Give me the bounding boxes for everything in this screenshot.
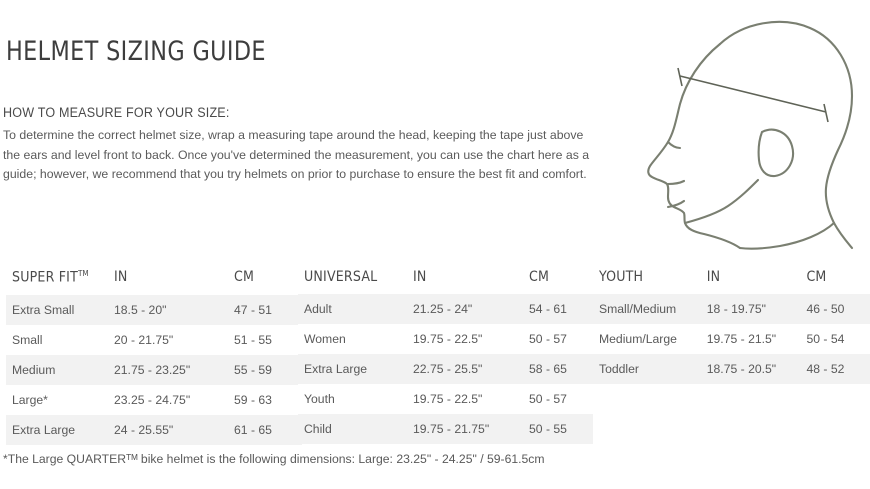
cell-cm: 51 - 55 [228, 325, 302, 355]
cell-size: Large* [6, 385, 108, 415]
cell-size: Extra Large [6, 415, 108, 445]
table-row [298, 414, 593, 444]
cell-in: 24 - 25.55" [108, 415, 228, 445]
youth-table [593, 266, 870, 384]
cell-in: 22.75 - 25.5" [407, 354, 523, 384]
cell-size: Women [298, 324, 407, 354]
table-row [6, 325, 302, 355]
table-youth [593, 266, 870, 384]
cell-size: Medium [6, 355, 108, 385]
cell-in: 18.75 - 20.5" [701, 354, 801, 384]
cell-in: 19.75 - 21.75" [407, 414, 523, 444]
table-header-row [298, 266, 593, 294]
table-row [6, 385, 302, 415]
cell-cm: 47 - 51 [228, 295, 302, 325]
table-row [298, 324, 593, 354]
cell-in: 18.5 - 20" [108, 295, 228, 325]
column-header-cm: CM [234, 269, 255, 286]
cell-cm: 54 - 61 [523, 294, 593, 324]
cell-size: Child [298, 414, 407, 444]
table-header-row [593, 266, 870, 294]
cell-in: 21.75 - 23.25" [108, 355, 228, 385]
cell-cm: 55 - 59 [228, 355, 302, 385]
column-header-size: UNIVERSAL [304, 269, 378, 285]
how-to-measure-heading: HOW TO MEASURE FOR YOUR SIZE: [3, 105, 230, 120]
how-to-measure-body: To determine the correct helmet size, wrap a measuring tape around the head, keeping the tape just above the ears and level front to back. Once you've determined the measurement, you can use the chart here as a guide; however, we recommend that you try helmets on prior to purchase to ensure the best fit and comfort. [3, 128, 590, 181]
table-row [6, 415, 302, 445]
cell-cm: 50 - 54 [800, 324, 870, 354]
table-row [298, 354, 593, 384]
table-row [298, 294, 593, 324]
cell-cm: 59 - 63 [228, 385, 302, 415]
cell-in: 19.75 - 22.5" [407, 324, 523, 354]
cell-size: Youth [298, 384, 407, 414]
table-row [593, 354, 870, 384]
cell-cm: 50 - 55 [523, 414, 593, 444]
cell-cm: 50 - 57 [523, 324, 593, 354]
cell-in: 20 - 21.75" [108, 325, 228, 355]
cell-in: 19.75 - 21.5" [701, 324, 801, 354]
cell-size: Medium/Large [593, 324, 701, 354]
cell-cm: 48 - 52 [800, 354, 870, 384]
cell-cm: 50 - 57 [523, 384, 593, 414]
cell-cm: 61 - 65 [228, 415, 302, 445]
table-row [298, 384, 593, 414]
column-header-in: IN [413, 269, 427, 285]
column-header-cm: CM [529, 269, 550, 285]
footnote: *The Large QUARTERᵀᴹ bike helmet is the following dimensions: Large: 23.25" - 24.25" / 59-61.5cm [3, 452, 545, 466]
cell-size: Adult [298, 294, 407, 324]
head-profile-with-measuring-tape-icon [612, 8, 864, 258]
table-row [593, 294, 870, 324]
head-profile-illustration [612, 8, 864, 258]
cell-in: 19.75 - 22.5" [407, 384, 523, 414]
cell-size: Toddler [593, 354, 701, 384]
cell-in: 21.25 - 24" [407, 294, 523, 324]
cell-size: Extra Large [298, 354, 407, 384]
trademark-mark: TM [77, 269, 89, 278]
column-header-in: IN [114, 269, 128, 286]
cell-in: 23.25 - 24.75" [108, 385, 228, 415]
cell-cm: 46 - 50 [800, 294, 870, 324]
column-header-cm: CM [806, 269, 827, 285]
super-fit-table [6, 266, 302, 445]
table-row [593, 324, 870, 354]
table-super-fit [6, 266, 302, 445]
table-header-row [6, 266, 302, 295]
cell-cm: 58 - 65 [523, 354, 593, 384]
cell-size: Extra Small [6, 295, 108, 325]
cell-in: 18 - 19.75" [701, 294, 801, 324]
column-header-in: IN [706, 269, 721, 285]
universal-table [298, 266, 593, 444]
page-title: HELMET SIZING GUIDE [6, 36, 266, 68]
table-universal [298, 266, 593, 444]
column-header-size: YOUTH [599, 269, 644, 285]
cell-size: Small [6, 325, 108, 355]
column-header-size: SUPER FIT™ [12, 269, 89, 286]
table-row [6, 355, 302, 385]
cell-size: Small/Medium [593, 294, 701, 324]
table-row [6, 295, 302, 325]
